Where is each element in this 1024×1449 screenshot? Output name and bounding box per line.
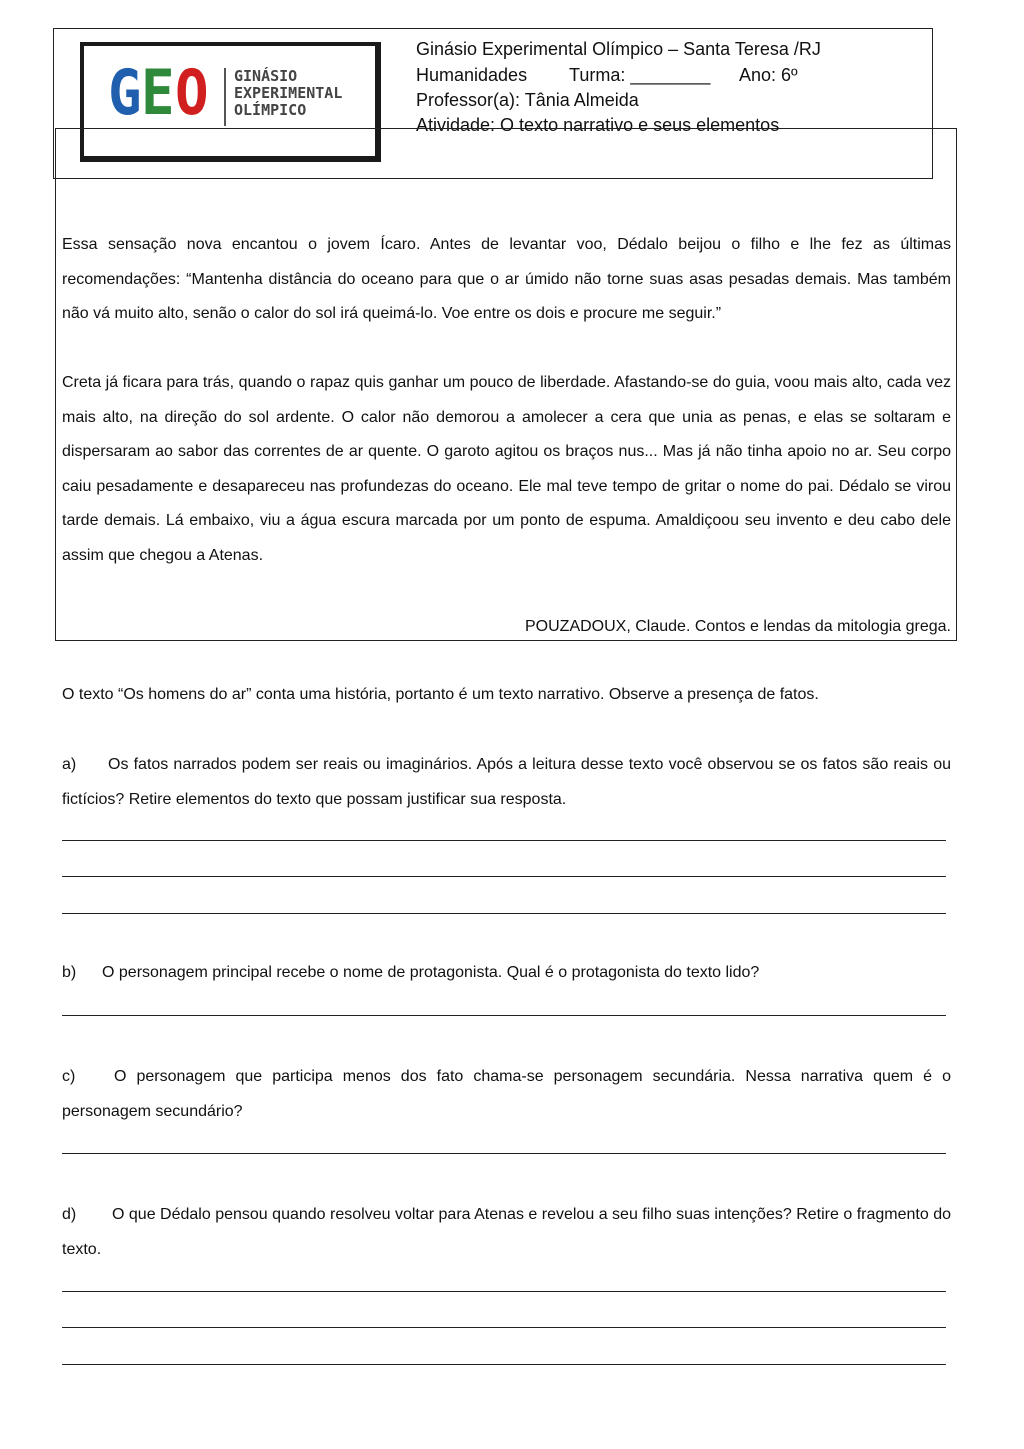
question-b-label: b)	[62, 964, 77, 981]
question-d-label: d)	[62, 1206, 77, 1223]
logo-letters	[108, 56, 208, 129]
answer-line-a-1[interactable]	[62, 840, 946, 841]
answer-line-d-3[interactable]	[62, 1364, 946, 1365]
answer-line-d-1[interactable]	[62, 1291, 946, 1292]
answer-line-a-3[interactable]	[62, 913, 946, 914]
question-c	[62, 1060, 951, 1129]
school-name: Ginásio Experimental Olímpico – Santa Teresa /RJ	[416, 39, 821, 59]
header-activity: Atividade: O texto narrativo e seus elementos	[416, 115, 780, 135]
question-a-text: Os fatos narrados podem ser reais ou imaginários. Após a leitura desse texto você observou se os fatos são reais ou fictícios? Retire elementos do texto que possam justificar sua resposta.	[62, 756, 951, 808]
header-year: Ano: 6º	[739, 65, 798, 85]
header-subject: Humanidades	[416, 65, 528, 85]
logo-line-1: GINÁSIO	[234, 67, 298, 85]
question-a-label: a)	[62, 756, 77, 773]
question-b-text: O personagem principal recebe o nome de protagonista. Qual é o protagonista do texto lido?	[102, 964, 760, 981]
logo-letter-e: E	[141, 56, 172, 129]
answer-line-b-1[interactable]	[62, 1015, 946, 1016]
answer-line-a-2[interactable]	[62, 876, 946, 877]
answer-line-d-2[interactable]	[62, 1327, 946, 1328]
reading-paragraph-1: Essa sensação nova encantou o jovem Ícaro. Antes de levantar voo, Dédalo beijou o filho e lhe fez as últimas recomendações: “Mantenha distância do oceano para que o ar úmido não torne suas asas pesadas demais. Mas também não vá muito alto, senão o calor do sol irá queimá-lo. Voe entre os dois e procure me seguir.”	[62, 236, 951, 322]
logo-wordmark	[234, 68, 342, 119]
reading-source: POUZADOUX, Claude. Contos e lendas da mitologia grega.	[525, 618, 951, 635]
question-b	[62, 956, 951, 991]
logo-divider	[224, 68, 226, 126]
intro-text: O texto “Os homens do ar” conta uma história, portanto é um texto narrativo. Observe a presença de fatos.	[62, 686, 819, 703]
header-class: Turma: ________	[569, 65, 711, 85]
logo-letter-o: O	[174, 56, 205, 129]
answer-line-c-1[interactable]	[62, 1153, 946, 1154]
header-teacher: Professor(a): Tânia Almeida	[416, 90, 639, 110]
logo-line-2: EXPERIMENTAL	[234, 84, 343, 102]
reading-paragraph-2: Creta já ficara para trás, quando o rapaz quis ganhar um pouco de liberdade. Afastando-se do guia, voou mais alto, cada vez mais alto, na direção do sol ardente. O calor não demorou a amolecer a cera que unia as penas, e elas se soltaram e dispersaram ao sabor das correntes de ar quente. O garoto agitou os braços nus... Mas já não tinha apoio no ar. Seu corpo caiu pesadamente e desapareceu nas profundezas do oceano. Ele mal teve tempo de gritar o nome do pai. Dédalo se virou tarde demais. Lá embaixo, viu a água escura marcada por um ponto de espuma. Amaldiçoou seu invento e deu cabo dele assim que chegou a Atenas.	[62, 374, 951, 564]
question-c-text: O personagem que participa menos dos fato chama-se personagem secundária. Nessa narrativa quem é o personagem secundário?	[62, 1068, 951, 1120]
question-d	[62, 1198, 951, 1267]
logo-line-3: OLÍMPICO	[234, 101, 307, 119]
question-d-text: O que Dédalo pensou quando resolveu voltar para Atenas e revelou a seu filho suas intenções? Retire o fragmento do texto.	[62, 1206, 951, 1258]
question-a	[62, 748, 951, 817]
logo-letter-g: G	[108, 56, 138, 129]
question-c-label: c)	[62, 1068, 76, 1085]
